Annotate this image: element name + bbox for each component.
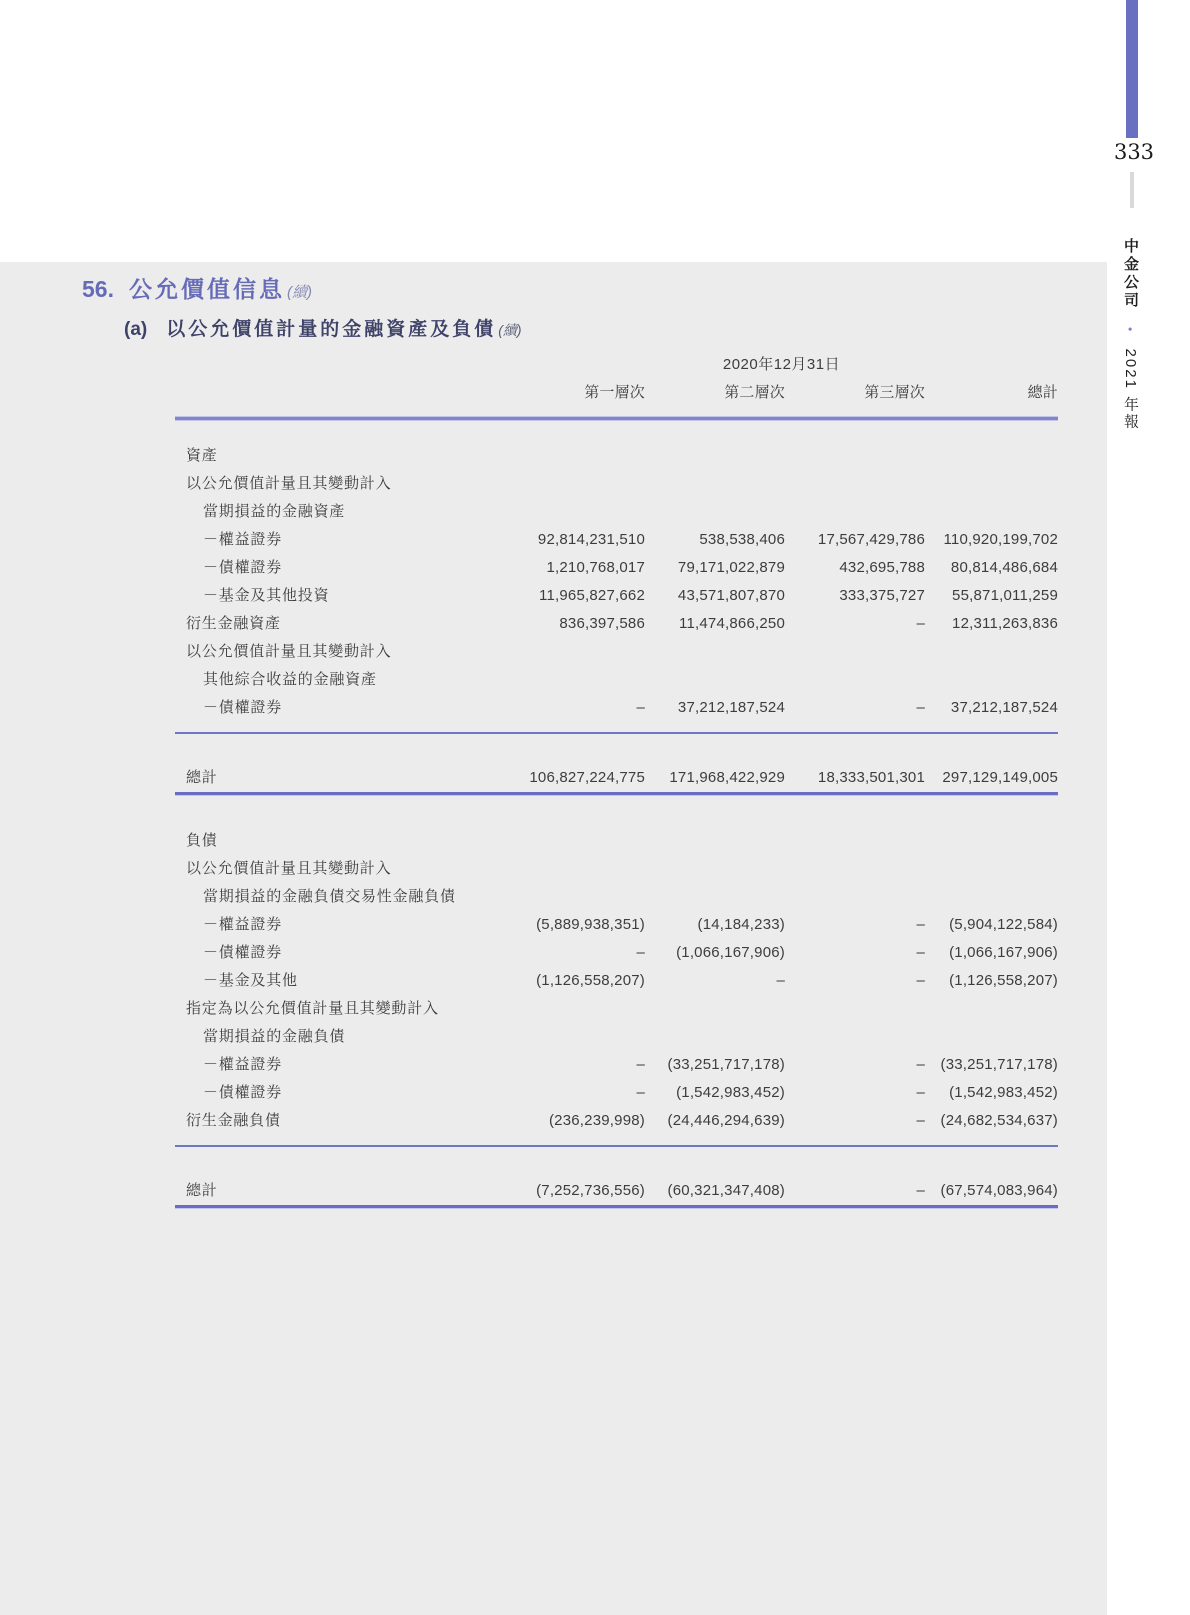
cell-value: – bbox=[916, 944, 925, 961]
table-row bbox=[175, 855, 1058, 883]
cell-value bbox=[925, 638, 1058, 666]
cell-value bbox=[645, 855, 785, 883]
cell-value bbox=[645, 442, 785, 470]
table-row bbox=[175, 827, 1058, 855]
cell-value: 538,538,406 bbox=[699, 531, 785, 548]
cell-value bbox=[925, 470, 1058, 498]
row-label: 指定為以公允價值計量且其變動計入 bbox=[186, 1000, 439, 1017]
cell-value bbox=[785, 442, 925, 470]
cell-value bbox=[785, 827, 925, 855]
cell-value: (7,252,736,556) bbox=[536, 1182, 645, 1199]
cell-value: 43,571,807,870 bbox=[677, 587, 785, 604]
table-row bbox=[175, 470, 1058, 498]
table-row bbox=[175, 442, 1058, 470]
separator-dot: • bbox=[1123, 327, 1137, 332]
header-rule bbox=[175, 417, 1058, 420]
cell-value: 11,474,866,250 bbox=[679, 615, 785, 632]
cell-value: 1,210,768,017 bbox=[546, 559, 645, 576]
liabilities-total-rule bbox=[175, 1205, 1058, 1208]
cell-value bbox=[925, 883, 1058, 911]
table-row bbox=[175, 1107, 1058, 1135]
assets-total-row bbox=[175, 764, 1058, 792]
cell-value: – bbox=[916, 916, 925, 933]
cell-value bbox=[505, 498, 645, 526]
cell-value: 106,827,224,775 bbox=[529, 769, 645, 786]
cell-value: 37,212,187,524 bbox=[677, 699, 785, 716]
cell-value: 333,375,727 bbox=[839, 587, 925, 604]
cell-value: 55,871,011,259 bbox=[952, 587, 1058, 604]
cell-value: 12,311,263,836 bbox=[952, 615, 1058, 632]
table-row bbox=[175, 939, 1058, 967]
cell-value bbox=[785, 1023, 925, 1051]
cell-value: – bbox=[776, 972, 785, 989]
row-label: 負債 bbox=[186, 832, 218, 849]
table-row bbox=[175, 1051, 1058, 1079]
cell-value: (33,251,717,178) bbox=[667, 1056, 785, 1073]
table-row bbox=[175, 582, 1058, 610]
section-heading bbox=[82, 271, 312, 304]
assets-subtotal-rule bbox=[175, 732, 1058, 734]
cell-value: 110,920,199,702 bbox=[943, 531, 1058, 548]
row-label: －權益證券 bbox=[203, 531, 283, 548]
cell-value bbox=[645, 498, 785, 526]
cell-value bbox=[925, 855, 1058, 883]
cell-value bbox=[505, 855, 645, 883]
company-name: 中金公司 bbox=[1122, 238, 1139, 310]
cell-value bbox=[785, 995, 925, 1023]
row-label: 總計 bbox=[186, 769, 218, 786]
cell-value: – bbox=[636, 944, 645, 961]
cell-value bbox=[645, 666, 785, 694]
cell-value bbox=[785, 883, 925, 911]
row-label: 總計 bbox=[186, 1182, 218, 1199]
cell-value bbox=[505, 638, 645, 666]
sidebar-caption bbox=[1120, 238, 1141, 498]
cell-value bbox=[785, 498, 925, 526]
cell-value bbox=[925, 666, 1058, 694]
liabilities-subtotal-rule bbox=[175, 1145, 1058, 1147]
cell-value: (1,542,983,452) bbox=[676, 1084, 785, 1101]
cell-value: (5,889,938,351) bbox=[536, 916, 645, 933]
assets-total-rule bbox=[175, 792, 1058, 795]
cell-value bbox=[505, 470, 645, 498]
cell-value bbox=[925, 995, 1058, 1023]
row-label: 衍生金融負債 bbox=[186, 1112, 281, 1129]
column-header-level3: 第三層次 bbox=[864, 384, 925, 401]
cell-value bbox=[505, 883, 645, 911]
cell-value: – bbox=[636, 1084, 645, 1101]
cell-value: – bbox=[636, 1056, 645, 1073]
cell-value: 297,129,149,005 bbox=[942, 769, 1058, 786]
cell-value bbox=[645, 470, 785, 498]
cell-value: – bbox=[916, 1182, 925, 1199]
cell-value bbox=[645, 883, 785, 911]
cell-value: (60,321,347,408) bbox=[667, 1182, 785, 1199]
cell-value: – bbox=[916, 1084, 925, 1101]
table-row bbox=[175, 883, 1058, 911]
table-row bbox=[175, 911, 1058, 939]
cell-value bbox=[785, 666, 925, 694]
cell-value: (1,126,558,207) bbox=[949, 972, 1058, 989]
table-row bbox=[175, 526, 1058, 554]
liabilities-total-row bbox=[175, 1177, 1058, 1205]
fair-value-table bbox=[175, 352, 1058, 1208]
table-row bbox=[175, 554, 1058, 582]
subsection-label: (a) bbox=[124, 319, 148, 340]
table-row bbox=[175, 666, 1058, 694]
table-row bbox=[175, 694, 1058, 722]
cell-value: 432,695,788 bbox=[839, 559, 925, 576]
section-number: 56. bbox=[82, 276, 114, 302]
page-number-tick bbox=[1130, 172, 1134, 208]
assets-row-group bbox=[175, 442, 1058, 722]
cell-value: 37,212,187,524 bbox=[950, 699, 1058, 716]
cell-value: (5,904,122,584) bbox=[949, 916, 1058, 933]
table-row bbox=[175, 1023, 1058, 1051]
cell-value bbox=[505, 1023, 645, 1051]
row-label: －債權證券 bbox=[203, 699, 283, 716]
row-label: 以公允價值計量且其變動計入 bbox=[186, 643, 392, 660]
cell-value: 171,968,422,929 bbox=[669, 769, 785, 786]
row-label: 資產 bbox=[186, 447, 218, 464]
cell-value: 79,171,022,879 bbox=[677, 559, 785, 576]
cell-value bbox=[785, 638, 925, 666]
annual-report-year: 2021 年報 bbox=[1122, 348, 1139, 431]
cell-value: – bbox=[916, 972, 925, 989]
date-header: 2020年12月31日 bbox=[722, 356, 841, 373]
row-label: －基金及其他 bbox=[203, 972, 298, 989]
cell-value: 80,814,486,684 bbox=[950, 559, 1058, 576]
row-label: 以公允價值計量且其變動計入 bbox=[186, 860, 392, 877]
cell-value bbox=[645, 827, 785, 855]
row-label: 衍生金融資產 bbox=[186, 615, 281, 632]
cell-value: 17,567,429,786 bbox=[817, 531, 925, 548]
cell-value: – bbox=[916, 1056, 925, 1073]
row-label: －權益證券 bbox=[203, 916, 283, 933]
cell-value bbox=[505, 827, 645, 855]
table-row bbox=[175, 638, 1058, 666]
section-continued-mark: (續) bbox=[286, 284, 312, 301]
row-label: 以公允價值計量且其變動計入 bbox=[186, 475, 392, 492]
cell-value: 92,814,231,510 bbox=[537, 531, 645, 548]
cell-value: – bbox=[916, 699, 925, 716]
header-spacer bbox=[175, 378, 505, 408]
cell-value bbox=[925, 442, 1058, 470]
row-label: 當期損益的金融負債交易性金融負債 bbox=[203, 888, 456, 905]
row-label: －債權證券 bbox=[203, 559, 283, 576]
cell-value: (1,066,167,906) bbox=[676, 944, 785, 961]
cell-value bbox=[505, 995, 645, 1023]
cell-value: (24,682,534,637) bbox=[940, 1112, 1058, 1129]
table-date-row bbox=[175, 352, 1058, 378]
table-header-row bbox=[175, 378, 1058, 408]
row-label: 當期損益的金融負債 bbox=[203, 1028, 346, 1045]
cell-value bbox=[925, 1023, 1058, 1051]
section-title: 公允價值信息 bbox=[128, 276, 285, 302]
cell-value bbox=[505, 442, 645, 470]
cell-value: – bbox=[636, 699, 645, 716]
cell-value bbox=[925, 498, 1058, 526]
cell-value bbox=[645, 995, 785, 1023]
row-label: －基金及其他投資 bbox=[203, 587, 330, 604]
page-number: 333 bbox=[1113, 140, 1155, 164]
cell-value: 18,333,501,301 bbox=[817, 769, 925, 786]
table-row bbox=[175, 498, 1058, 526]
cell-value: (33,251,717,178) bbox=[940, 1056, 1058, 1073]
row-label: 當期損益的金融資產 bbox=[203, 503, 346, 520]
cell-value: (1,126,558,207) bbox=[536, 972, 645, 989]
cell-value: 836,397,586 bbox=[559, 615, 645, 632]
table-row bbox=[175, 995, 1058, 1023]
column-header-level1: 第一層次 bbox=[584, 384, 645, 401]
cell-value bbox=[925, 827, 1058, 855]
cell-value: (1,066,167,906) bbox=[949, 944, 1058, 961]
cell-value: (236,239,998) bbox=[548, 1112, 645, 1129]
subsection-heading bbox=[124, 314, 522, 341]
column-header-total: 總計 bbox=[1027, 384, 1058, 401]
cell-value bbox=[645, 638, 785, 666]
cell-value bbox=[505, 666, 645, 694]
cell-value bbox=[785, 855, 925, 883]
liabilities-row-group bbox=[175, 827, 1058, 1135]
cell-value bbox=[645, 1023, 785, 1051]
row-label: 其他綜合收益的金融資產 bbox=[203, 671, 377, 688]
cell-value: 11,965,827,662 bbox=[539, 587, 645, 604]
table-row bbox=[175, 1079, 1058, 1107]
cell-value: – bbox=[916, 1112, 925, 1129]
cell-value: (14,184,233) bbox=[697, 916, 785, 933]
subsection-continued-mark: (續) bbox=[498, 322, 522, 338]
page-edge-accent-bar bbox=[1126, 0, 1138, 138]
table-row bbox=[175, 967, 1058, 995]
row-label: －債權證券 bbox=[203, 944, 283, 961]
table-row bbox=[175, 610, 1058, 638]
cell-value bbox=[785, 470, 925, 498]
cell-value: – bbox=[916, 615, 925, 632]
cell-value: (1,542,983,452) bbox=[949, 1084, 1058, 1101]
row-label: －債權證券 bbox=[203, 1084, 283, 1101]
row-label: －權益證券 bbox=[203, 1056, 283, 1073]
subsection-title: 以公允價值計量的金融資產及負債 bbox=[166, 319, 497, 340]
cell-value: (24,446,294,639) bbox=[667, 1112, 785, 1129]
cell-value: (67,574,083,964) bbox=[940, 1182, 1058, 1199]
column-header-level2: 第二層次 bbox=[724, 384, 785, 401]
